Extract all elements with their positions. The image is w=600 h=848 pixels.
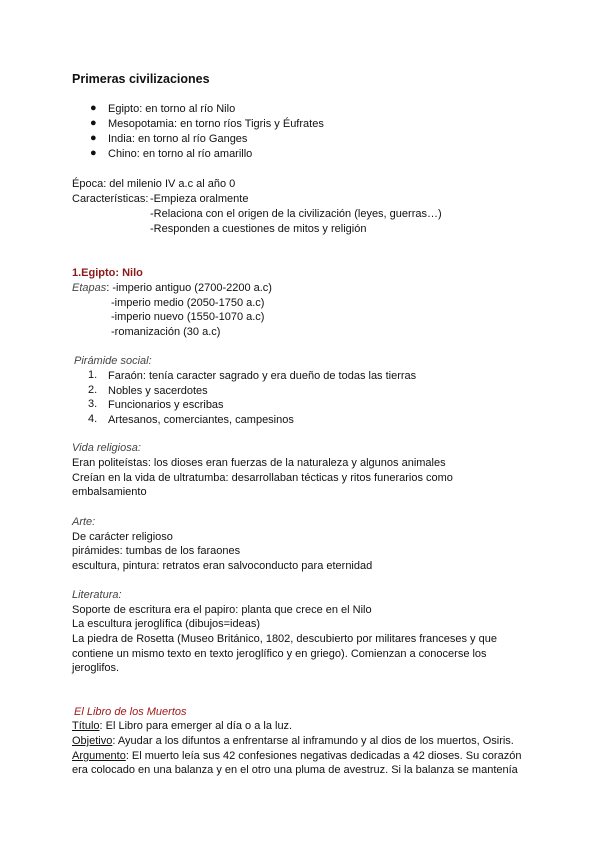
bullet-icon: ● bbox=[90, 117, 97, 129]
etapas-colon: : bbox=[106, 282, 110, 294]
literatura-text: Soporte de escritura era el papiro: planta que crece en el Nilo bbox=[72, 604, 372, 616]
titulo-label: Título bbox=[72, 720, 100, 732]
argumento-label: Argumento bbox=[72, 750, 126, 762]
argumento-row bbox=[72, 749, 521, 763]
etapa-item: -imperio medio (2050-1750 a.c) bbox=[111, 297, 265, 309]
list-item: India: en torno al río Ganges bbox=[108, 133, 248, 145]
etapa-item: -imperio nuevo (1550-1070 a.c) bbox=[111, 311, 265, 323]
section-heading-libro: El Libro de los Muertos bbox=[74, 706, 187, 718]
etapa-item: -imperio antiguo (2700-2200 a.c) bbox=[112, 282, 272, 294]
bullet-icon: ● bbox=[90, 102, 97, 114]
objetivo-row bbox=[72, 734, 514, 748]
literatura-text: La escultura jeroglífica (dibujos=ideas) bbox=[72, 618, 261, 630]
objetivo-label: Objetivo bbox=[72, 735, 113, 747]
list-item: Mesopotamia: en torno ríos Tigris y Éufrates bbox=[108, 118, 324, 130]
section-heading-egipto: 1.Egipto: Nilo bbox=[72, 267, 143, 279]
literatura-label: Literatura bbox=[72, 589, 119, 601]
list-item: Artesanos, comerciantes, campesinos bbox=[108, 414, 294, 426]
literatura-colon: : bbox=[118, 589, 122, 601]
literatura-text: jeroglifos. bbox=[72, 662, 120, 674]
arte-text: pirámides: tumbas de los faraones bbox=[72, 545, 241, 557]
literatura-text: La piedra de Rosetta (Museo Británico, 1802, descubierto por militares franceses y que bbox=[72, 633, 497, 645]
vida-text: Creían en la vida de ultratumba: desarrollaban técticas y ritos funerarios como bbox=[72, 472, 453, 484]
list-number: 2. bbox=[88, 384, 98, 396]
caracteristicas-label: Características: bbox=[72, 193, 149, 205]
list-number: 1. bbox=[88, 369, 98, 381]
arte-text: De carácter religioso bbox=[72, 531, 173, 543]
vida-text: embalsamiento bbox=[72, 486, 147, 498]
etapas-label: Etapas bbox=[72, 282, 107, 294]
arte-label: Arte: bbox=[72, 516, 96, 528]
argumento-text: : El muerto leía sus 42 confesiones negativas dedicadas a 42 dioses. Su corazón bbox=[125, 750, 522, 762]
argumento-continuation: era colocado en una balanza y en el otro una pluma de avestruz. Si la balanza se mantenía bbox=[72, 764, 518, 776]
titulo-row bbox=[72, 719, 292, 733]
etapas-row bbox=[72, 281, 272, 295]
piramide-label: Pirámide social: bbox=[74, 355, 152, 367]
list-item: Faraón: tenía caracter sagrado y era dueño de todas las tierras bbox=[108, 370, 417, 382]
list-item: Nobles y sacerdotes bbox=[108, 385, 208, 397]
caracteristica-item: -Responden a cuestiones de mitos y religión bbox=[150, 223, 367, 235]
vida-text: Eran politeístas: los dioses eran fuerzas de la naturaleza y algunos animales bbox=[72, 457, 446, 469]
literatura-text: contiene un mismo texto en texto jeroglífico y en griego). Comienzan a conocerse los bbox=[72, 648, 487, 660]
caracteristica-item: -Empieza oralmente bbox=[150, 193, 249, 205]
etapa-item: -romanización (30 a.c) bbox=[111, 326, 221, 338]
list-item: Egipto: en torno al río Nilo bbox=[108, 103, 236, 115]
list-item: Funcionarios y escribas bbox=[108, 399, 224, 411]
list-number: 3. bbox=[88, 398, 98, 410]
caracteristica-item: -Relaciona con el origen de la civilización (leyes, guerras…) bbox=[150, 208, 442, 220]
arte-text: escultura, pintura: retratos eran salvoconducto para eternidad bbox=[72, 560, 373, 572]
list-item: Chino: en torno al río amarillo bbox=[108, 148, 253, 160]
bullet-icon: ● bbox=[90, 147, 97, 159]
objetivo-text: : Ayudar a los difuntos a enfrentarse al inframundo y al dios de los muertos, Osiris. bbox=[112, 735, 514, 747]
literatura-label-row bbox=[72, 588, 122, 602]
epoca-text: Época: del milenio IV a.c al año 0 bbox=[72, 178, 236, 190]
list-number: 4. bbox=[88, 413, 98, 425]
page-title: Primeras civilizaciones bbox=[72, 72, 210, 86]
bullet-icon: ● bbox=[90, 132, 97, 144]
vida-label: Vida religiosa: bbox=[72, 442, 141, 454]
titulo-text: : El Libro para emerger al día o a la luz. bbox=[99, 720, 293, 732]
